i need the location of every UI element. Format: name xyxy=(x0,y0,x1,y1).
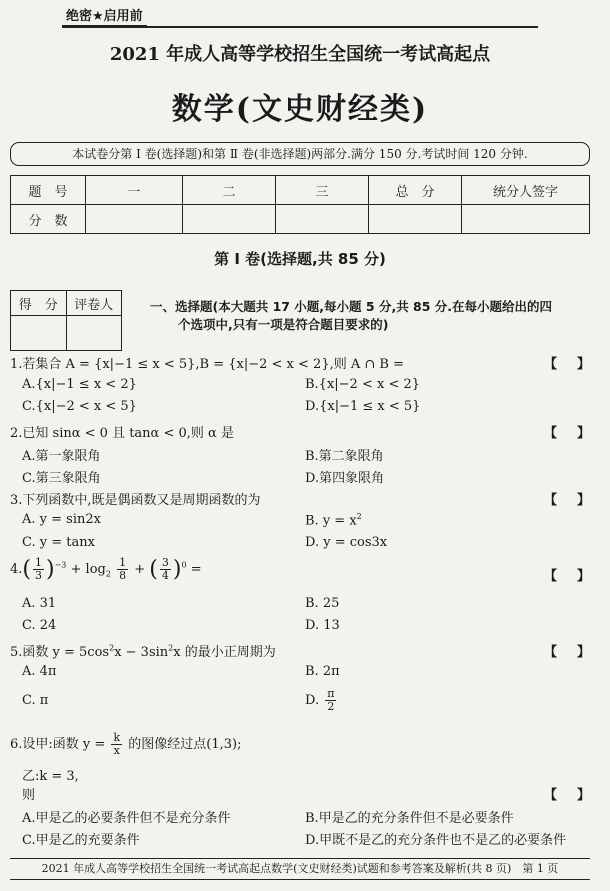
denominator: 3 xyxy=(35,569,42,582)
numerator: π xyxy=(327,687,335,700)
question-4-option-a: A. 31 xyxy=(22,596,57,611)
answer-bracket[interactable]: 【】 xyxy=(544,357,610,372)
numerator: 1 xyxy=(35,556,42,569)
question-5-option-a: A. 4π xyxy=(22,664,57,679)
score-table-cell: 题 号 xyxy=(11,176,86,205)
answer-bracket[interactable]: 【】 xyxy=(544,788,610,803)
grader-name-header: 评卷人 xyxy=(66,291,122,316)
numerator: k xyxy=(113,731,121,744)
score-table-cell: 三 xyxy=(276,176,369,205)
denominator: x xyxy=(111,744,122,757)
fraction xyxy=(160,557,171,582)
exponent: 2 xyxy=(109,643,115,653)
denominator: 8 xyxy=(119,569,127,582)
question-3-stem: 3.下列函数中,既是偶函数又是周期函数的为 xyxy=(10,493,261,508)
question-4-option-c: C. 24 xyxy=(22,618,57,633)
question-1-stem: 1.若集合 A = {x|−1 ≤ x < 5},B = {x|−2 < x < 2},则 A ∩ B = xyxy=(10,357,404,372)
section-intro xyxy=(150,298,590,334)
score-table-score-row xyxy=(11,205,590,234)
log-base: 2 xyxy=(105,569,111,579)
question-6-option-d: D.甲既不是乙的充分条件也不是乙的必要条件 xyxy=(305,833,567,848)
question-4-option-b: B. 25 xyxy=(305,596,340,611)
numerator: 1 xyxy=(119,556,127,569)
question-6-option-c: C.甲是乙的充要条件 xyxy=(22,833,140,848)
numerator: 3 xyxy=(161,556,169,569)
confidential-label: 绝密★启用前 xyxy=(62,5,147,27)
score-entry-cell[interactable] xyxy=(86,205,183,234)
question-6-option-a: A.甲是乙的必要条件但不是充分条件 xyxy=(22,811,231,826)
question-5-option-d xyxy=(305,688,338,713)
answer-bracket[interactable]: 【】 xyxy=(544,493,610,508)
answer-bracket[interactable]: 【】 xyxy=(544,645,610,660)
math-text: + xyxy=(134,562,146,577)
fraction xyxy=(33,557,44,582)
score-entry-cell[interactable] xyxy=(183,205,276,234)
grader-name-cell[interactable] xyxy=(66,316,122,351)
question-3-option-c: C. y = tanx xyxy=(22,535,95,550)
math-text: + log xyxy=(70,562,106,577)
grader-table xyxy=(10,290,122,351)
question-3-option-d: D. y = cos3x xyxy=(305,535,388,550)
fraction xyxy=(325,688,336,713)
question-1-option-b: B.{x|−2 < x < 2} xyxy=(305,377,421,392)
section-intro-line: 一、选择题(本大题共 17 小题,每小题 5 分,共 85 分.在每小题给出的四 xyxy=(150,299,553,314)
exponent: 0 xyxy=(181,560,187,570)
score-table-cell: 二 xyxy=(183,176,276,205)
page-footer: 2021 年成人高等学校招生全国统一考试高起点数学(文史财经类)试题和参考答案及解析(共 8 页) 第 1 页 xyxy=(10,858,590,880)
question-6-condition-b: 乙:k = 3, xyxy=(22,769,79,784)
left-paren: ( xyxy=(149,557,158,582)
math-text: x − 3sin xyxy=(114,645,169,660)
part-title: 第 Ⅰ 卷(选择题,共 85 分) xyxy=(214,250,386,268)
question-5-option-b: B. 2π xyxy=(305,664,340,679)
exam-notice: 本试卷分第 Ⅰ 卷(选择题)和第 Ⅱ 卷(非选择题)两部分.满分 150 分.考试时间 120 分钟. xyxy=(10,142,590,166)
question-6-stem xyxy=(10,732,241,757)
exam-title: 2021 年成人高等学校招生全国统一考试高起点 xyxy=(109,44,491,65)
denominator: 2 xyxy=(325,700,336,713)
score-table-cell: 总 分 xyxy=(369,176,462,205)
option-text: D. xyxy=(305,693,320,708)
header-rule xyxy=(62,26,538,28)
score-entry-cell[interactable] xyxy=(369,205,462,234)
answer-bracket[interactable]: 【】 xyxy=(544,569,610,584)
score-table-cell: 一 xyxy=(86,176,183,205)
fraction xyxy=(117,557,128,582)
score-table-cell: 分 数 xyxy=(11,205,86,234)
question-5-stem xyxy=(10,641,276,660)
question-2-option-a: A.第一象限角 xyxy=(22,449,101,464)
section-intro-line: 个选项中,只有一项是符合题目要求的) xyxy=(178,317,389,332)
math-text: 5.函数 y = 5cos xyxy=(10,645,110,660)
score-table-header-row xyxy=(11,176,590,205)
question-2-option-d: D.第四象限角 xyxy=(305,471,385,486)
exponent: 2 xyxy=(168,643,174,653)
fraction xyxy=(111,732,122,757)
question-3-option-a: A. y = sin2x xyxy=(22,512,101,527)
score-entry-cell[interactable] xyxy=(276,205,369,234)
exponent: 2 xyxy=(356,512,362,521)
right-paren: ) xyxy=(46,557,55,582)
left-paren: ( xyxy=(22,557,31,582)
math-text: x 的最小正周期为 xyxy=(173,645,276,660)
answer-bracket[interactable]: 【】 xyxy=(544,426,610,441)
right-paren: ) xyxy=(172,557,182,582)
question-3-option-b xyxy=(305,512,362,528)
question-1-option-c: C.{x|−2 < x < 5} xyxy=(22,399,137,414)
subject-title: 数学(文史财经类) xyxy=(171,92,429,127)
score-table-cell: 统分人签字 xyxy=(462,176,590,205)
math-text: 6.设甲:函数 y = xyxy=(10,737,106,752)
question-6-option-b: B.甲是乙的充分条件但不是必要条件 xyxy=(305,811,514,826)
math-text: = xyxy=(190,562,202,577)
question-2-option-b: B.第二象限角 xyxy=(305,449,384,464)
question-1-option-a: A.{x|−1 ≤ x < 2} xyxy=(22,377,137,392)
question-6-then: 则 xyxy=(22,788,36,803)
exponent: −3 xyxy=(54,560,67,570)
grader-score-header: 得 分 xyxy=(11,291,67,316)
question-4-stem xyxy=(10,557,202,582)
option-text: B. y = x xyxy=(305,513,357,529)
score-table xyxy=(10,175,590,234)
question-2-stem: 2.已知 sinα < 0 且 tanα < 0,则 α 是 xyxy=(10,426,234,441)
question-2-option-c: C.第三象限角 xyxy=(22,471,101,486)
grader-score-cell[interactable] xyxy=(11,316,67,351)
question-1-option-d: D.{x|−1 ≤ x < 5} xyxy=(305,399,421,414)
question-5-option-c: C. π xyxy=(22,693,49,708)
question-4-option-d: D. 13 xyxy=(305,618,340,633)
question-number: 4. xyxy=(10,562,23,577)
denominator: 4 xyxy=(161,569,169,582)
math-text: 的图像经过点(1,3); xyxy=(128,737,242,752)
score-entry-cell[interactable] xyxy=(462,205,590,234)
